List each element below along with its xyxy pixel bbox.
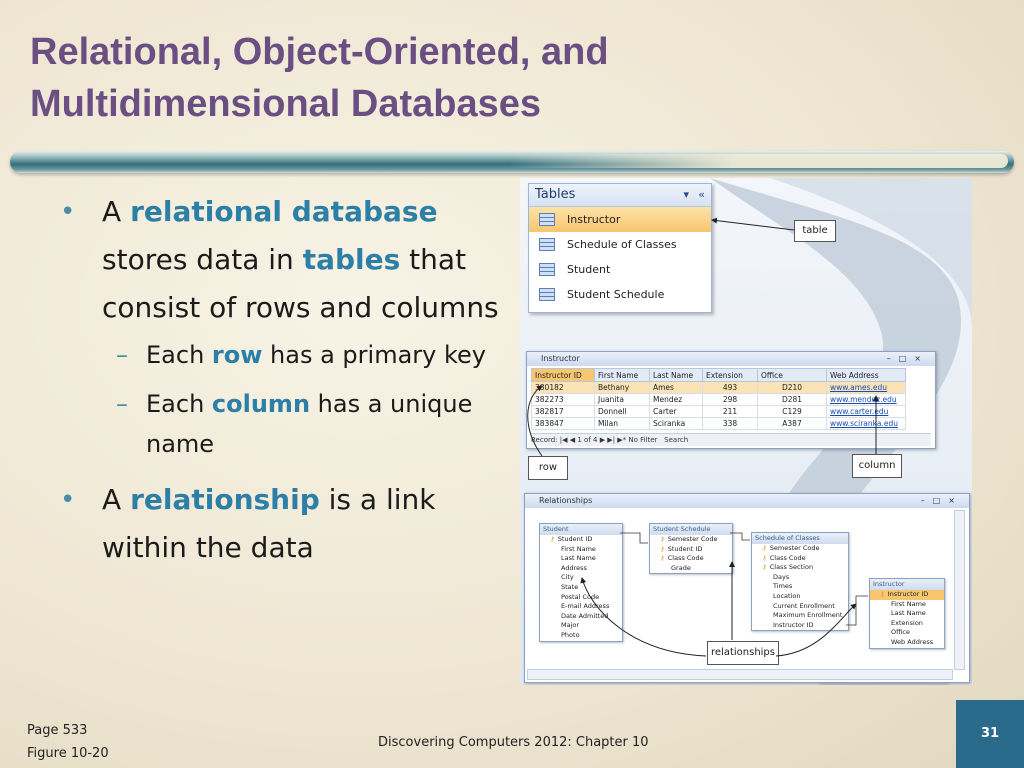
rel-table-instructor[interactable]: Instructor ⚷ Instructor ID First Name Last Name Extension Office Web Address <box>869 578 945 649</box>
col-web-address[interactable]: Web Address <box>827 369 906 382</box>
callout-row: row <box>528 456 568 480</box>
relationships-window-title: Relationships –□× <box>525 494 969 508</box>
filter-indicator[interactable]: No Filter <box>628 436 658 444</box>
footer-course: Discovering Computers 2012: Chapter 10 <box>378 735 649 750</box>
figure-10-20 <box>520 178 972 685</box>
col-last-name[interactable]: Last Name <box>650 369 703 382</box>
footer-page: Page 533 <box>27 723 88 738</box>
rel-table-student-schedule[interactable]: Student Schedule ⚷ Semester Code ⚷ Student ID ⚷ Class Code Grade <box>649 523 733 574</box>
callout-arrows <box>520 178 972 685</box>
bullet-relational-database: • A relational database stores data in tables that consist of rows and columns <box>60 188 510 332</box>
instructor-window-title: Instructor –□× <box>527 352 935 366</box>
title-line-1: Relational, Object-Oriented, and <box>30 31 609 73</box>
col-first-name[interactable]: First Name <box>595 369 650 382</box>
bullet-list <box>60 188 510 572</box>
bullet-relationship: • A relationship is a link within the data <box>60 476 510 572</box>
subbullet-row: – Each row has a primary key <box>60 335 510 375</box>
slide-title <box>30 26 990 130</box>
slide-number: 31 <box>956 700 1024 768</box>
tables-item-student-schedule[interactable]: Student Schedule <box>529 282 711 307</box>
callout-column: column <box>852 454 902 478</box>
table-row[interactable]: 382817 Donnell Carter 211 C129 www.carter.edu <box>532 406 906 418</box>
tables-item-student[interactable]: Student <box>529 257 711 282</box>
dropdown-icon[interactable]: ▾ <box>683 188 689 201</box>
callout-table: table <box>794 220 836 242</box>
footer-figure: Figure 10-20 <box>27 746 109 761</box>
arrow-table <box>712 220 794 230</box>
window-controls[interactable]: –□× <box>886 354 929 363</box>
join-line-student <box>620 533 648 543</box>
term-row: row <box>211 341 263 369</box>
next-record-icon[interactable]: ▶ ▶| ▶* <box>599 436 629 444</box>
term-tables: tables <box>302 243 401 276</box>
arrow-relationship-1 <box>582 578 706 656</box>
table-row[interactable]: 383847 Milan Sciranka 338 A387 www.sciranka.edu <box>532 418 906 430</box>
col-extension[interactable]: Extension <box>703 369 758 382</box>
term-relationship: relationship <box>130 483 320 516</box>
record-navigation-bar: Record: |◀ ◀ 1 of 4 ▶ ▶| ▶* No Filter Search <box>531 433 931 446</box>
record-position[interactable]: 1 of 4 <box>577 436 598 444</box>
first-record-icon[interactable]: |◀ ◀ <box>559 436 578 444</box>
arrow-relationship-3 <box>776 604 856 656</box>
arrow-row <box>528 386 542 456</box>
col-instructor-id[interactable]: Instructor ID <box>532 369 595 382</box>
title-divider-bar <box>10 151 1014 173</box>
table-row[interactable]: 380182 Bethany Ames 493 D210 www.ames.edu <box>532 382 906 394</box>
search-box[interactable]: Search <box>664 436 689 444</box>
subbullet-column: – Each column has a unique name <box>60 384 510 464</box>
collapse-pane-icon[interactable]: « <box>698 188 705 201</box>
tables-pane-header: Tables ▾ « <box>529 184 711 207</box>
title-line-2: Multidimensional Databases <box>30 83 542 125</box>
tables-item-schedule-of-classes[interactable]: Schedule of Classes <box>529 232 711 257</box>
term-relational-database: relational database <box>130 195 438 228</box>
footer-reference <box>27 719 109 765</box>
col-office[interactable]: Office <box>758 369 827 382</box>
window-controls[interactable]: –□× <box>920 496 963 505</box>
term-column: column <box>211 390 311 418</box>
join-line-schedule <box>730 533 750 540</box>
callout-relationships: relationships <box>707 641 779 665</box>
tables-item-instructor[interactable]: Instructor <box>529 207 711 232</box>
table-row[interactable]: 382273 Juanita Mendez 298 D281 www.mendez.edu <box>532 394 906 406</box>
rel-table-schedule-of-classes[interactable]: Schedule of Classes ⚷ Semester Code ⚷ Class Code ⚷ Class Section Days Times Location Current Enrollment Maximum Enrollment Instructor ID <box>751 532 849 631</box>
rel-table-student[interactable]: Student ⚷ Student ID First Name Last Name Address City State Postal Code E-mail Address Date Admitted Major Photo <box>539 523 623 642</box>
